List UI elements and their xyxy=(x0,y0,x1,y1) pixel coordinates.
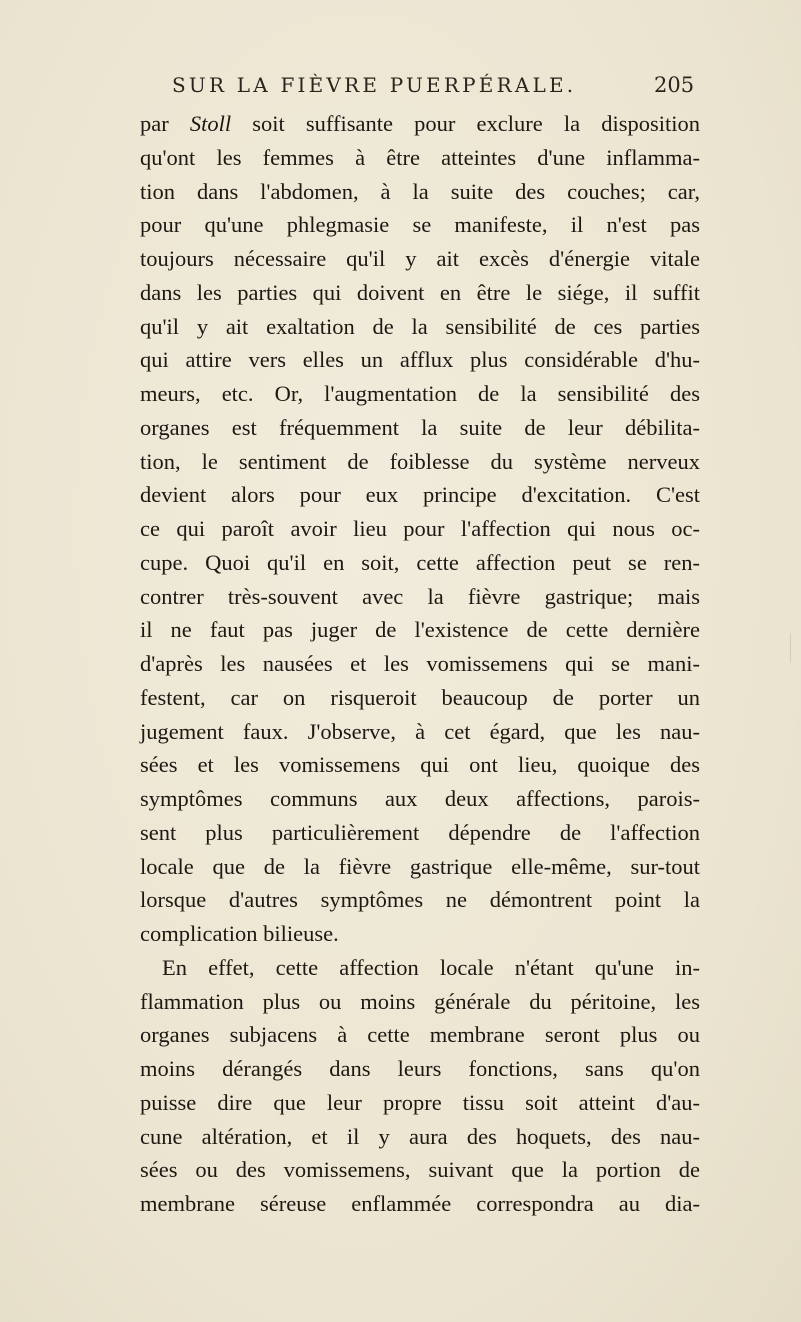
line-text: puisse dire que leur propre tissu soit atteint d'au- xyxy=(140,1089,700,1115)
text-line xyxy=(140,445,700,479)
line-text: dans les parties qui doivent en être le siége, il suffit xyxy=(140,279,700,305)
text-line xyxy=(140,1018,700,1052)
text-line xyxy=(140,343,700,377)
text-line xyxy=(140,580,700,614)
running-title: SUR LA FIÈVRE PUERPÉRALE. xyxy=(172,73,577,97)
line-text: tion dans l'abdomen, à la suite des couches; car, xyxy=(140,178,700,204)
text-line xyxy=(140,951,700,985)
line-text: flammation plus ou moins générale du péritoine, les xyxy=(140,988,700,1014)
line-text: d'après les nausées et les vomissemens qui se mani- xyxy=(140,651,700,676)
text-line xyxy=(140,748,700,782)
text-line xyxy=(140,782,700,816)
text-line xyxy=(140,141,700,175)
text-line xyxy=(140,310,700,344)
text-line xyxy=(140,647,700,681)
line-text: pour qu'une phlegmasie se manifeste, il n'est pas xyxy=(140,212,700,238)
line-text: festent, car on risqueroit beaucoup de porter un xyxy=(140,684,700,710)
text-line xyxy=(140,175,700,209)
line-text: complication bilieuse. xyxy=(140,921,339,946)
line-text: contrer très-souvent avec la fièvre gastrique; mais xyxy=(140,583,700,609)
line-text: moins dérangés dans leurs fonctions, sans qu'on xyxy=(140,1056,700,1081)
text-line xyxy=(140,411,700,445)
running-head xyxy=(0,73,801,107)
line-text: qu'ont les femmes à être atteintes d'une inflamma- xyxy=(140,144,700,170)
text-line xyxy=(140,850,700,884)
line-text: qu'il y ait exaltation de la sensibilité de ces parties xyxy=(140,313,700,339)
text-line xyxy=(140,107,700,141)
line-text: cupe. Quoi qu'il en soit, cette affection peut se ren- xyxy=(140,549,700,575)
text-line xyxy=(140,883,700,917)
text-line xyxy=(140,512,700,546)
text-line xyxy=(140,208,700,242)
line-text: tion, le sentiment de foiblesse du système nerveux xyxy=(140,448,700,474)
text-line xyxy=(140,242,700,276)
line-text: jugement faux. J'observe, à cet égard, que les nau- xyxy=(140,718,700,744)
line-text: organes subjacens à cette membrane seront plus ou xyxy=(140,1022,700,1048)
text-line xyxy=(140,613,700,647)
line-text: il ne faut pas juger de l'existence de cette dernière xyxy=(140,617,700,643)
text-line xyxy=(140,985,700,1019)
line-text: toujours nécessaire qu'il y ait excès d'énergie vitale xyxy=(140,246,700,271)
line-text: En effet, cette affection locale n'étant qu'une in- xyxy=(162,954,700,980)
line-text: ce qui paroît avoir lieu pour l'affection qui nous oc- xyxy=(140,516,700,541)
text-line xyxy=(140,276,700,310)
page-number: 205 xyxy=(654,73,695,97)
text-line xyxy=(140,816,700,850)
line-text: devient alors pour eux principe d'excitation. C'est xyxy=(140,482,700,508)
line-prefix: par xyxy=(140,111,190,136)
line-text: locale que de la fièvre gastrique elle-même, sur-tout xyxy=(140,853,700,879)
line-text: sées ou des vomissemens, suivant que la portion de xyxy=(140,1157,700,1183)
line-text: organes est fréquemment la suite de leur débilita- xyxy=(140,414,700,440)
body-text xyxy=(140,107,700,1221)
text-line xyxy=(140,377,700,411)
line-text: membrane séreuse enflammée correspondra au dia- xyxy=(140,1191,700,1216)
text-line xyxy=(140,1120,700,1154)
text-line xyxy=(140,681,700,715)
line-text: soit suffisante pour exclure la disposition xyxy=(231,111,700,136)
line-text: symptômes communs aux deux affections, parois- xyxy=(140,786,700,811)
line-text: meurs, etc. Or, l'augmentation de la sensibilité des xyxy=(140,381,700,406)
text-line xyxy=(140,1187,700,1221)
author-name: Stoll xyxy=(189,111,232,136)
line-text: qui attire vers elles un afflux plus considérable d'hu- xyxy=(140,347,700,373)
text-line xyxy=(140,546,700,580)
text-line xyxy=(140,917,700,951)
text-line xyxy=(140,1086,700,1120)
line-text: lorsque d'autres symptômes ne démontrent point la xyxy=(140,887,700,913)
line-text: sent plus particulièrement dépendre de l'affection xyxy=(140,819,700,845)
text-line xyxy=(140,478,700,512)
text-line xyxy=(140,715,700,749)
page-edge-mark xyxy=(790,633,795,663)
line-text: sées et les vomissemens qui ont lieu, quoique des xyxy=(140,752,700,778)
text-line xyxy=(140,1153,700,1187)
text-line xyxy=(140,1052,700,1086)
line-text: cune altération, et il y aura des hoquets, des nau- xyxy=(140,1123,700,1149)
